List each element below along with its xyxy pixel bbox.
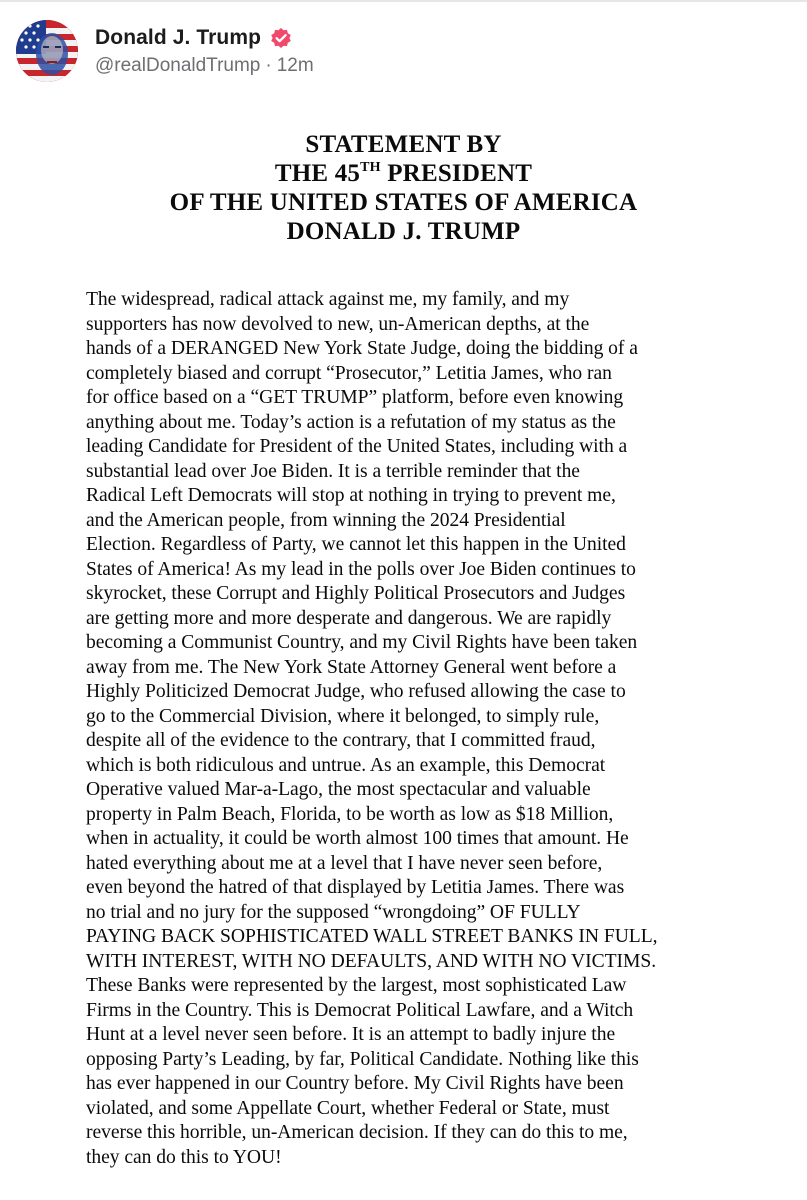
statement-body-line: violated, and some Appellate Court, whether Federal or State, must — [86, 1097, 610, 1119]
verified-badge-icon — [270, 27, 292, 49]
statement-body-line: has ever happened in our Country before. My Civil Rights have been — [86, 1073, 624, 1094]
statement-body-line: completely biased and corrupt “Prosecutor,” Letitia James, who ran — [86, 362, 612, 384]
statement-image[interactable] — [0, 130, 807, 1168]
statement-body-line: Radical Left Democrats will stop at nothing in trying to prevent me, — [86, 485, 616, 506]
statement-body-line: go to the Commercial Division, where it belonged, to simply rule, — [86, 705, 600, 727]
statement-body-line: The widespread, radical attack against me, my family, and my — [86, 289, 570, 310]
statement-body-line: supporters has now devolved to new, un-American depths, at the — [86, 313, 590, 335]
heading-line: OF THE UNITED STATES OF AMERICA — [169, 189, 638, 216]
post-header — [16, 20, 314, 82]
statement-body-line: despite all of the evidence to the contrary, that I committed fraud, — [86, 730, 596, 751]
author-handle[interactable]: @realDonaldTrump — [95, 55, 261, 76]
statement-body-line: no trial and no jury for the supposed “wrongdoing” OF FULLY — [86, 901, 581, 923]
post-meta — [95, 55, 314, 77]
statement-body-line: skyrocket, these Corrupt and Highly Political Prosecutors and Judges — [86, 583, 626, 604]
post-timestamp[interactable]: 12m — [276, 55, 314, 76]
statement-body — [86, 288, 786, 1170]
statement-body-line: PAYING BACK SOPHISTICATED WALL STREET BANKS IN FULL, — [86, 926, 658, 947]
statement-body-line: Hunt at a level never seen before. It is an attempt to badly injure the — [86, 1024, 616, 1045]
statement-body-line: These Banks were represented by the largest, most sophisticated Law — [86, 975, 627, 996]
heading-ordinal-suffix: TH — [360, 160, 381, 175]
avatar-image — [16, 20, 78, 82]
statement-body-line: States of America! As my lead in the polls over Joe Biden continues to — [86, 558, 636, 580]
statement-body-line: Firms in the Country. This is Democrat Political Lawfare, and a Witch — [86, 999, 634, 1021]
statement-body-line: when in actuality, it could be worth almost 100 times that amount. He — [86, 828, 629, 849]
statement-body-line: hated everything about me at a level that I have never seen before, — [86, 852, 603, 874]
statement-body-line: becoming a Communist Country, and my Civil Rights have been taken — [86, 632, 638, 653]
heading-line: STATEMENT BY — [305, 131, 502, 158]
statement-body-line: Highly Politicized Democrat Judge, who refused allowing the case to — [86, 681, 626, 702]
statement-body-line: even beyond the hatred of that displayed by Letitia James. There was — [86, 877, 625, 898]
statement-body-line: property in Palm Beach, Florida, to be worth as low as $18 Million, — [86, 803, 614, 825]
statement-body-line: hands of a DERANGED New York State Judge, doing the bidding of a — [86, 338, 638, 359]
author-name-row — [95, 24, 314, 52]
statement-body-line: WITH INTEREST, WITH NO DEFAULTS, AND WITH NO VICTIMS. — [86, 950, 657, 972]
author-name[interactable]: Donald J. Trump — [95, 26, 262, 49]
statement-body-line: leading Candidate for President of the United States, including with a — [86, 436, 628, 457]
meta-separator: · — [265, 55, 272, 76]
heading-line: DONALD J. TRUMP — [286, 218, 521, 245]
statement-body-line: which is both ridiculous and untrue. As an example, this Democrat — [86, 754, 606, 776]
heading-line — [0, 159, 807, 188]
avatar[interactable] — [16, 20, 78, 82]
statement-body-line: are getting more and more desperate and dangerous. We are rapidly — [86, 607, 612, 629]
statement-body-line: away from me. The New York State Attorney General went before a — [86, 656, 617, 678]
statement-body-line: reverse this horrible, un-American decision. If they can do this to me, — [86, 1122, 628, 1143]
statement-body-line: opposing Party’s Leading, by far, Political Candidate. Nothing like this — [86, 1048, 639, 1070]
statement-body-line: Operative valued Mar-a-Lago, the most spectacular and valuable — [86, 779, 591, 800]
statement-body-line: they can do this to YOU! — [86, 1146, 282, 1168]
statement-body-line: substantial lead over Joe Biden. It is a terrible reminder that the — [86, 460, 580, 482]
statement-heading — [0, 130, 807, 246]
statement-body-line: Election. Regardless of Party, we cannot let this happen in the United — [86, 534, 626, 555]
author-block — [95, 20, 314, 77]
top-divider — [0, 0, 807, 2]
heading-line-part: THE 45 — [274, 160, 361, 187]
statement-body-line: and the American people, from winning the 2024 Presidential — [86, 509, 566, 531]
heading-line-part: PRESIDENT — [380, 160, 533, 187]
statement-body-line: anything about me. Today’s action is a refutation of my status as the — [86, 411, 616, 433]
statement-body-line: for office based on a “GET TRUMP” platform, before even knowing — [86, 387, 624, 408]
